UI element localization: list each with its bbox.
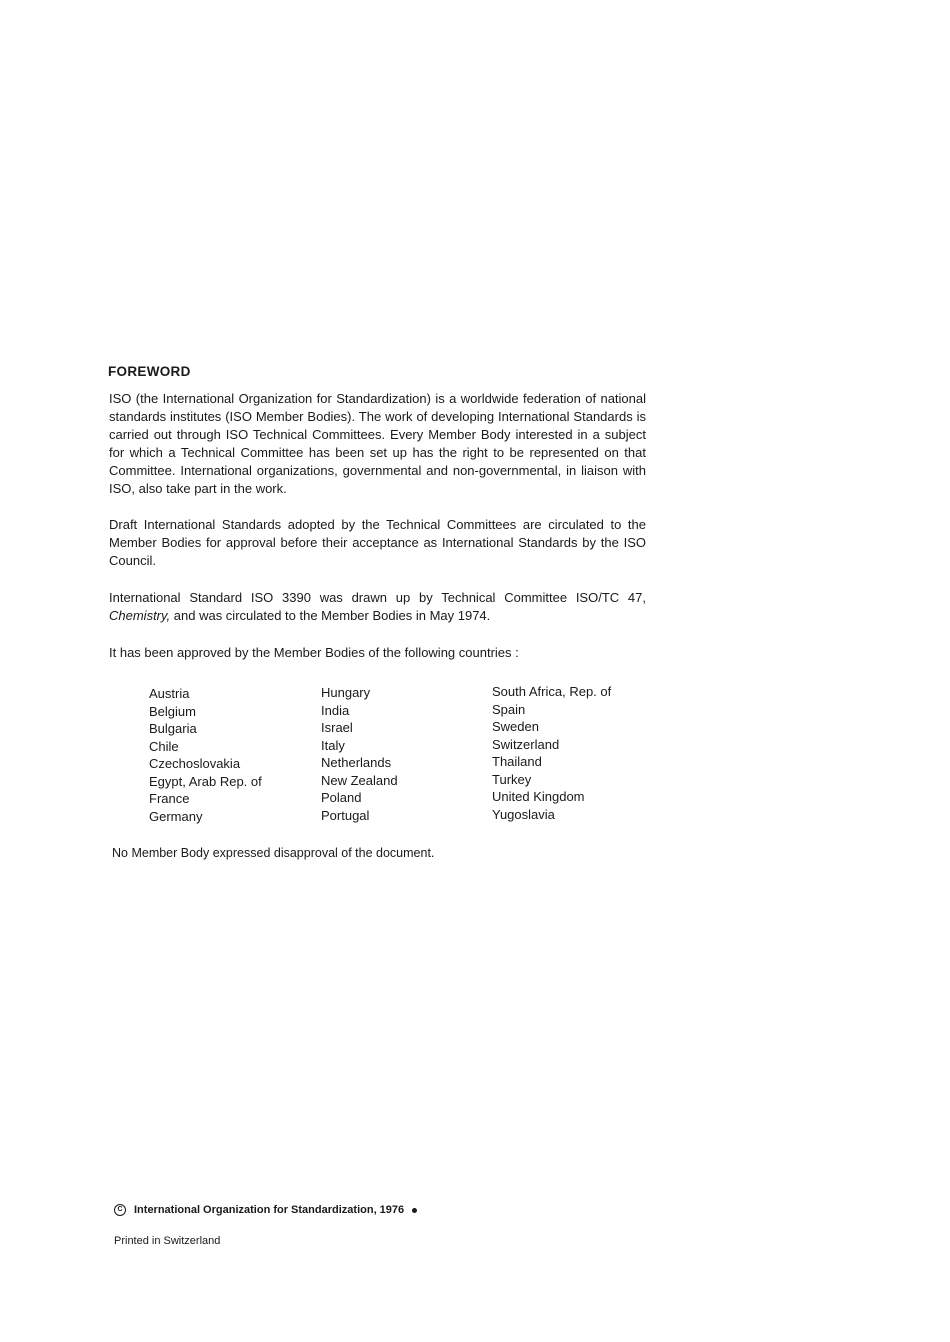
country-item: Yugoslavia (492, 806, 555, 822)
country-item: Netherlands (321, 755, 392, 770)
country-item: Spain (492, 701, 526, 717)
foreword-paragraph-standard (109, 589, 646, 625)
country-item: France (149, 791, 190, 806)
copyright-line (114, 1204, 417, 1216)
country-item: New Zealand (321, 772, 398, 788)
standard-text-before: International Standard ISO 3390 was drawn up by Technical Committee ISO/TC 47, (109, 590, 646, 605)
country-list-column-1 (149, 685, 262, 825)
foreword-paragraph-disapproval: No Member Body expressed disapproval of the document. (112, 846, 435, 860)
bullet-dot-icon (412, 1208, 417, 1213)
printed-location: Printed in Switzerland (114, 1235, 221, 1247)
foreword-heading: FOREWORD (108, 364, 191, 379)
country-item: Germany (149, 808, 203, 824)
country-item: Portugal (321, 807, 370, 823)
country-item: Israel (321, 720, 353, 735)
country-item: South Africa, Rep. of (492, 684, 612, 699)
country-item: Sweden (492, 719, 539, 734)
foreword-paragraph-approval: It has been approved by the Member Bodies of the following countries : (109, 645, 519, 660)
copyright-text: International Organization for Standardization, 1976 (134, 1204, 405, 1216)
country-item: India (321, 702, 350, 718)
committee-name: Chemistry, (109, 608, 171, 623)
country-item: Bulgaria (149, 721, 197, 736)
country-item: Switzerland (492, 736, 560, 752)
country-item: Chile (149, 738, 179, 754)
copyright-icon: C (114, 1204, 126, 1216)
standard-text-after: and was circulated to the Member Bodies in May 1974. (170, 608, 491, 623)
foreword-paragraph-draft: Draft International Standards adopted by the Technical Committees are circulated to the Member Bodies for approval before their acceptance as International Standards by the ISO Council. (109, 517, 646, 568)
country-item: Belgium (149, 703, 196, 719)
country-list-column-2 (321, 684, 398, 824)
foreword-paragraph-iso: ISO (the International Organization for Standardization) is a worldwide federation of national standards institutes (ISO Member Bodies). The work of developing International Standards is carried out through ISO Technical Committees. Every Member Body interested in a subject for which a Technical Committee has been set up has the right to be represented on that Committee. International organizations, governmental and non-governmental, in liaison with ISO, also take part in the work. (109, 391, 646, 496)
country-item: Austria (149, 686, 190, 701)
country-item: Turkey (492, 771, 532, 787)
country-item: Egypt, Arab Rep. of (149, 773, 262, 789)
country-item: Italy (321, 737, 345, 753)
country-item: United Kingdom (492, 789, 585, 804)
country-item: Poland (321, 790, 362, 805)
country-item: Hungary (321, 685, 371, 700)
country-item: Thailand (492, 754, 542, 769)
country-list-column-3 (492, 683, 611, 823)
country-item: Czechoslovakia (149, 756, 241, 771)
